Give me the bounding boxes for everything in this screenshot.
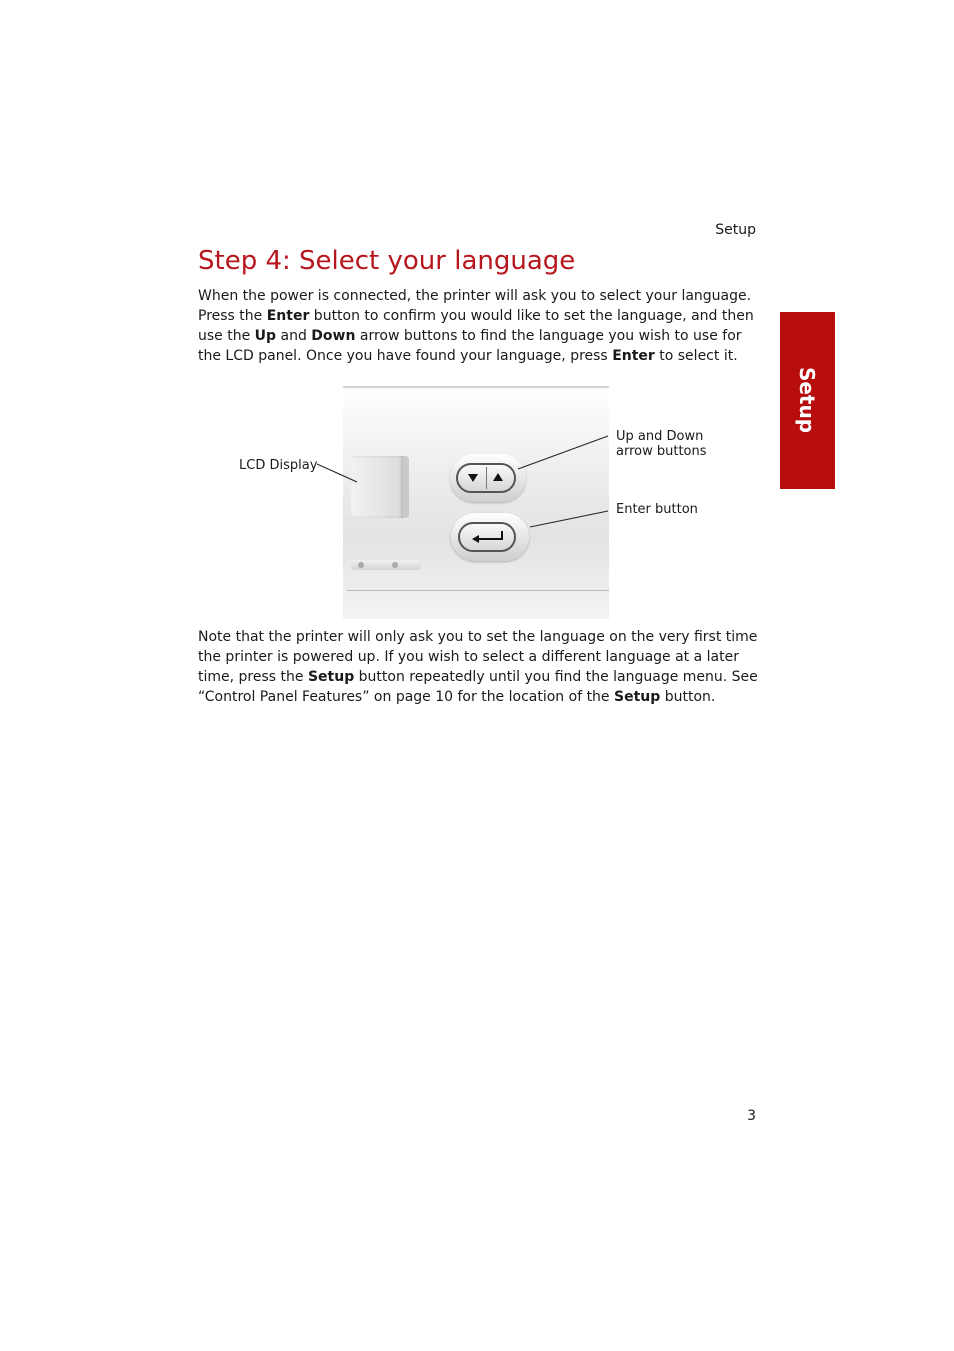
updown-callout-line — [518, 436, 608, 469]
bold-term: Enter — [612, 348, 655, 364]
page-number: 3 — [747, 1108, 756, 1124]
updown-buttons-label: Up and Down arrow buttons — [616, 429, 707, 459]
text-run: button to confirm you would like to set the language, and then use the — [198, 308, 754, 344]
text-run: button. — [660, 689, 716, 705]
lcd-display-label: LCD Display — [239, 458, 318, 473]
note-paragraph — [198, 627, 758, 707]
text-run: button repeatedly until you find the language menu. See “Control Panel Features” on page 10 for the location of the — [198, 669, 758, 705]
bold-term: Setup — [307, 669, 355, 685]
text-run: When the power is connected, the printer will ask you to select your language. Press the — [198, 288, 752, 324]
enter-callout-line — [530, 511, 608, 527]
bold-term: Enter — [266, 308, 310, 324]
section-tab-label: Setup — [795, 366, 819, 434]
bold-term: Setup — [614, 689, 661, 705]
text-run: and — [276, 328, 312, 344]
text-run: arrow buttons to find the language you wish to use for the LCD panel. Once you have found your language, press — [198, 328, 742, 364]
control-panel-figure — [230, 380, 730, 625]
page-title: Step 4: Select your language — [198, 246, 576, 276]
text-run: to select it. — [654, 348, 738, 364]
bold-term: Up — [254, 328, 277, 344]
lcd-callout-line — [317, 464, 357, 482]
bold-term: Down — [311, 328, 356, 344]
intro-paragraph — [198, 286, 758, 366]
enter-button-label: Enter button — [616, 502, 698, 517]
text-run: Note that the printer will only ask you to set the language on the very first time the printer is powered up. If you wish to select a different language at a later time, press the — [198, 629, 758, 685]
running-header: Setup — [715, 222, 756, 238]
section-tab — [780, 312, 835, 489]
